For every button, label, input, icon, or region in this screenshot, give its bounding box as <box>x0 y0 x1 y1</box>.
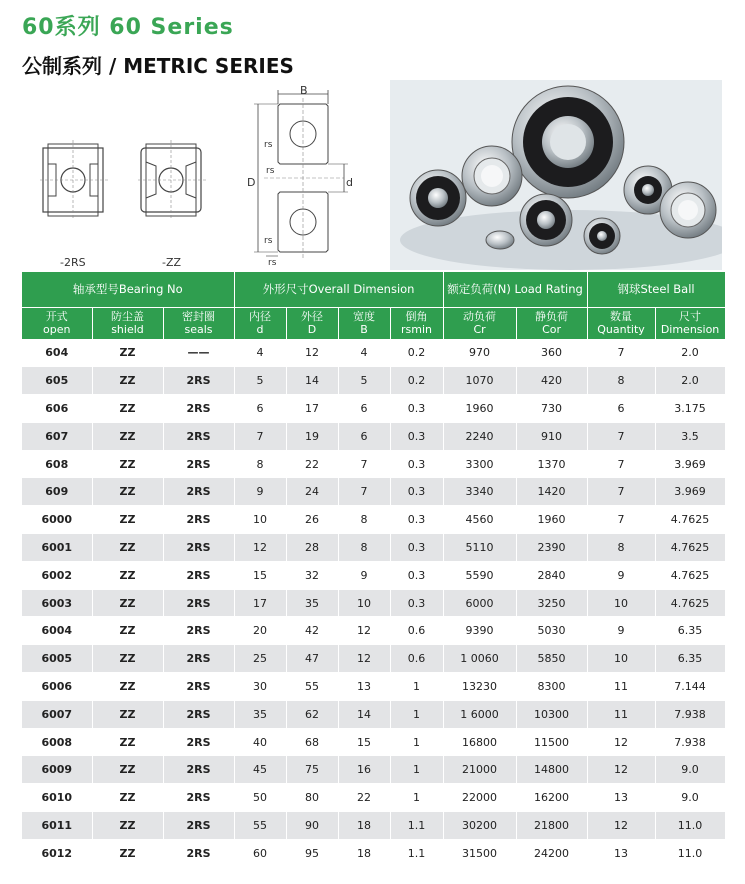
cell-shield: ZZ <box>92 422 163 450</box>
subheader-cn: 动负荷 <box>463 310 497 323</box>
dim-label-rs-1: rs <box>264 140 273 150</box>
cell-dynamic-load: 1960 <box>443 395 516 423</box>
bearing-2rs-diagram <box>40 140 110 220</box>
cell-seals: 2RS <box>163 478 234 506</box>
cell-chamfer: 0.3 <box>390 450 443 478</box>
header-bearing-no: 轴承型号Bearing No <box>22 272 234 307</box>
bearing-dimension-diagram <box>244 84 354 270</box>
cell-ball-dimension: 6.35 <box>655 645 725 673</box>
cell-static-load: 21800 <box>516 812 587 840</box>
cell-seals: 2RS <box>163 728 234 756</box>
subheader-en: Cr <box>473 323 486 336</box>
table-row <box>22 478 725 506</box>
table-row <box>22 812 725 840</box>
cell-outer-diameter: 12 <box>286 339 338 367</box>
cell-ball-quantity: 7 <box>587 506 655 534</box>
cell-outer-diameter: 22 <box>286 450 338 478</box>
table-row <box>22 534 725 562</box>
cell-open: 6001 <box>22 534 92 562</box>
cell-width: 18 <box>338 839 390 867</box>
cell-chamfer: 0.3 <box>390 478 443 506</box>
cell-chamfer: 0.3 <box>390 534 443 562</box>
subheader-cn: 内径 <box>249 310 272 323</box>
bearing-zz-diagram <box>138 140 208 220</box>
cell-width: 7 <box>338 450 390 478</box>
cell-inner-diameter: 5 <box>234 367 286 395</box>
cell-ball-quantity: 8 <box>587 534 655 562</box>
cell-width: 8 <box>338 534 390 562</box>
cell-dynamic-load: 1 6000 <box>443 700 516 728</box>
cell-inner-diameter: 60 <box>234 839 286 867</box>
dim-label-rs-4: rs <box>268 258 277 268</box>
cell-static-load: 1420 <box>516 478 587 506</box>
cell-static-load: 1370 <box>516 450 587 478</box>
subheader-en: Dimension <box>660 323 720 336</box>
table-row <box>22 450 725 478</box>
cell-open: 6004 <box>22 617 92 645</box>
cell-seals: 2RS <box>163 422 234 450</box>
subheader-dynamic-load <box>443 307 516 339</box>
cell-width: 18 <box>338 812 390 840</box>
cell-inner-diameter: 7 <box>234 422 286 450</box>
cell-width: 7 <box>338 478 390 506</box>
diagram-label-2rs: -2RS <box>60 256 86 269</box>
subheader-seals <box>163 307 234 339</box>
cell-chamfer: 0.3 <box>390 422 443 450</box>
cell-chamfer: 1 <box>390 673 443 701</box>
cell-shield: ZZ <box>92 534 163 562</box>
cell-shield: ZZ <box>92 784 163 812</box>
subheader-cn: 数量 <box>610 310 633 323</box>
subheader-en: Quantity <box>597 323 645 336</box>
cell-ball-quantity: 9 <box>587 561 655 589</box>
cell-static-load: 24200 <box>516 839 587 867</box>
cell-static-load: 5030 <box>516 617 587 645</box>
cell-static-load: 1960 <box>516 506 587 534</box>
dim-label-D: D <box>247 176 256 189</box>
cell-static-load: 8300 <box>516 673 587 701</box>
cell-shield: ZZ <box>92 589 163 617</box>
cell-open: 6012 <box>22 839 92 867</box>
cell-ball-dimension: 7.144 <box>655 673 725 701</box>
cell-chamfer: 0.2 <box>390 367 443 395</box>
bearing-specs-table <box>22 272 726 868</box>
cell-shield: ZZ <box>92 367 163 395</box>
cell-ball-quantity: 10 <box>587 589 655 617</box>
cell-ball-quantity: 11 <box>587 673 655 701</box>
subheader-cn: 密封圈 <box>182 310 216 323</box>
cell-chamfer: 0.3 <box>390 395 443 423</box>
table-row <box>22 422 725 450</box>
subheader-outer-diameter <box>286 307 338 339</box>
series-title: 60系列 60 Series <box>22 15 234 40</box>
cell-seals: 2RS <box>163 506 234 534</box>
cell-static-load: 10300 <box>516 700 587 728</box>
cell-width: 14 <box>338 700 390 728</box>
cell-shield: ZZ <box>92 756 163 784</box>
subheader-ball-quantity <box>587 307 655 339</box>
cell-width: 5 <box>338 367 390 395</box>
cell-dynamic-load: 6000 <box>443 589 516 617</box>
dim-label-B: B <box>300 84 308 97</box>
subheader-open <box>22 307 92 339</box>
cell-dynamic-load: 3300 <box>443 450 516 478</box>
cell-ball-quantity: 11 <box>587 700 655 728</box>
table-body <box>22 339 725 867</box>
cell-chamfer: 0.2 <box>390 339 443 367</box>
cell-open: 6005 <box>22 645 92 673</box>
header-overall-dimension: 外形尺寸Overall Dimension <box>234 272 443 307</box>
cell-width: 6 <box>338 395 390 423</box>
cell-dynamic-load: 2240 <box>443 422 516 450</box>
cell-chamfer: 0.3 <box>390 561 443 589</box>
cell-dynamic-load: 5110 <box>443 534 516 562</box>
cell-ball-quantity: 13 <box>587 839 655 867</box>
cell-inner-diameter: 15 <box>234 561 286 589</box>
cell-open: 6008 <box>22 728 92 756</box>
subheader-en: B <box>360 323 368 336</box>
cell-outer-diameter: 62 <box>286 700 338 728</box>
table-row <box>22 784 725 812</box>
subheader-chamfer <box>390 307 443 339</box>
cell-outer-diameter: 32 <box>286 561 338 589</box>
bearings-photo <box>390 80 722 270</box>
cell-dynamic-load: 4560 <box>443 506 516 534</box>
cell-ball-dimension: 7.938 <box>655 700 725 728</box>
subheader-ball-dimension <box>655 307 725 339</box>
cell-static-load: 910 <box>516 422 587 450</box>
cell-seals: 2RS <box>163 645 234 673</box>
cell-ball-quantity: 8 <box>587 367 655 395</box>
cell-chamfer: 1 <box>390 728 443 756</box>
cell-open: 609 <box>22 478 92 506</box>
dim-label-d: d <box>346 176 353 189</box>
cell-width: 12 <box>338 617 390 645</box>
dim-label-rs-3: rs <box>264 236 273 246</box>
cell-ball-dimension: 3.175 <box>655 395 725 423</box>
cell-seals: 2RS <box>163 839 234 867</box>
subheader-width <box>338 307 390 339</box>
cell-open: 6000 <box>22 506 92 534</box>
subheader-en: rsmin <box>401 323 433 336</box>
table-row <box>22 561 725 589</box>
diagram-label-zz: -ZZ <box>162 256 182 269</box>
table-row <box>22 839 725 867</box>
subheader-en: shield <box>111 323 144 336</box>
cell-ball-quantity: 12 <box>587 756 655 784</box>
cell-ball-dimension: 3.969 <box>655 478 725 506</box>
cell-ball-dimension: 3.969 <box>655 450 725 478</box>
cell-inner-diameter: 9 <box>234 478 286 506</box>
cell-ball-quantity: 9 <box>587 617 655 645</box>
cell-open: 607 <box>22 422 92 450</box>
cell-seals: 2RS <box>163 756 234 784</box>
cell-shield: ZZ <box>92 395 163 423</box>
cell-open: 605 <box>22 367 92 395</box>
cell-static-load: 3250 <box>516 589 587 617</box>
dim-label-rs-2: rs <box>266 166 275 176</box>
cell-shield: ZZ <box>92 645 163 673</box>
cell-static-load: 16200 <box>516 784 587 812</box>
cell-chamfer: 1 <box>390 756 443 784</box>
table-row <box>22 700 725 728</box>
cell-dynamic-load: 970 <box>443 339 516 367</box>
table-row <box>22 728 725 756</box>
cell-outer-diameter: 24 <box>286 478 338 506</box>
header-steel-ball: 钢球Steel Ball <box>587 272 725 307</box>
cell-ball-quantity: 7 <box>587 339 655 367</box>
cell-static-load: 730 <box>516 395 587 423</box>
metric-series-title: 公制系列 / METRIC SERIES <box>22 54 294 78</box>
cell-width: 22 <box>338 784 390 812</box>
cell-width: 12 <box>338 645 390 673</box>
cell-seals: 2RS <box>163 561 234 589</box>
cell-shield: ZZ <box>92 617 163 645</box>
cell-static-load: 360 <box>516 339 587 367</box>
cell-width: 8 <box>338 506 390 534</box>
table-row <box>22 367 725 395</box>
table-row <box>22 506 725 534</box>
cell-seals: 2RS <box>163 784 234 812</box>
cell-shield: ZZ <box>92 450 163 478</box>
cell-shield: ZZ <box>92 478 163 506</box>
cell-open: 6002 <box>22 561 92 589</box>
cell-ball-dimension: 3.5 <box>655 422 725 450</box>
cell-ball-dimension: 11.0 <box>655 839 725 867</box>
subheader-en: open <box>43 323 71 336</box>
subheader-shield <box>92 307 163 339</box>
cell-width: 16 <box>338 756 390 784</box>
cell-outer-diameter: 95 <box>286 839 338 867</box>
cell-dynamic-load: 9390 <box>443 617 516 645</box>
cell-ball-dimension: 2.0 <box>655 339 725 367</box>
table-row <box>22 589 725 617</box>
cell-ball-dimension: 9.0 <box>655 756 725 784</box>
cell-ball-dimension: 11.0 <box>655 812 725 840</box>
cell-outer-diameter: 42 <box>286 617 338 645</box>
cell-width: 15 <box>338 728 390 756</box>
cell-ball-dimension: 4.7625 <box>655 534 725 562</box>
cell-dynamic-load: 21000 <box>443 756 516 784</box>
table-row <box>22 339 725 367</box>
cell-dynamic-load: 5590 <box>443 561 516 589</box>
cell-shield: ZZ <box>92 673 163 701</box>
cell-outer-diameter: 17 <box>286 395 338 423</box>
cell-open: 606 <box>22 395 92 423</box>
cell-dynamic-load: 16800 <box>443 728 516 756</box>
cell-outer-diameter: 47 <box>286 645 338 673</box>
cell-open: 6007 <box>22 700 92 728</box>
cell-outer-diameter: 26 <box>286 506 338 534</box>
cell-static-load: 420 <box>516 367 587 395</box>
subheader-inner-diameter <box>234 307 286 339</box>
cell-outer-diameter: 75 <box>286 756 338 784</box>
cell-width: 6 <box>338 422 390 450</box>
table-row <box>22 673 725 701</box>
cell-ball-quantity: 10 <box>587 645 655 673</box>
cell-outer-diameter: 68 <box>286 728 338 756</box>
subheader-cn: 开式 <box>45 310 68 323</box>
cell-static-load: 2390 <box>516 534 587 562</box>
cell-outer-diameter: 90 <box>286 812 338 840</box>
subheader-cn: 防尘盖 <box>111 310 144 323</box>
cell-dynamic-load: 22000 <box>443 784 516 812</box>
cell-width: 13 <box>338 673 390 701</box>
cell-inner-diameter: 6 <box>234 395 286 423</box>
cell-shield: ZZ <box>92 700 163 728</box>
cell-outer-diameter: 19 <box>286 422 338 450</box>
cell-inner-diameter: 30 <box>234 673 286 701</box>
cell-inner-diameter: 35 <box>234 700 286 728</box>
cell-ball-dimension: 4.7625 <box>655 561 725 589</box>
cell-shield: ZZ <box>92 506 163 534</box>
cell-seals: 2RS <box>163 589 234 617</box>
cell-chamfer: 0.3 <box>390 506 443 534</box>
cell-seals: —— <box>163 339 234 367</box>
subheader-en: Cor <box>542 323 562 336</box>
subheader-cn: 尺寸 <box>679 310 702 323</box>
table-row <box>22 395 725 423</box>
cell-shield: ZZ <box>92 728 163 756</box>
cell-width: 4 <box>338 339 390 367</box>
subheader-en: D <box>307 323 317 336</box>
cell-ball-dimension: 4.7625 <box>655 506 725 534</box>
cell-outer-diameter: 80 <box>286 784 338 812</box>
cell-seals: 2RS <box>163 700 234 728</box>
cell-ball-dimension: 4.7625 <box>655 589 725 617</box>
cell-ball-quantity: 12 <box>587 812 655 840</box>
cell-open: 6006 <box>22 673 92 701</box>
cell-ball-dimension: 6.35 <box>655 617 725 645</box>
cell-shield: ZZ <box>92 812 163 840</box>
cell-ball-dimension: 2.0 <box>655 367 725 395</box>
cell-dynamic-load: 3340 <box>443 478 516 506</box>
cell-shield: ZZ <box>92 339 163 367</box>
cell-outer-diameter: 28 <box>286 534 338 562</box>
cell-seals: 2RS <box>163 617 234 645</box>
cell-inner-diameter: 10 <box>234 506 286 534</box>
cell-static-load: 2840 <box>516 561 587 589</box>
cell-inner-diameter: 17 <box>234 589 286 617</box>
cell-open: 608 <box>22 450 92 478</box>
cell-seals: 2RS <box>163 450 234 478</box>
cell-ball-quantity: 7 <box>587 422 655 450</box>
cell-open: 6010 <box>22 784 92 812</box>
cell-dynamic-load: 30200 <box>443 812 516 840</box>
cell-seals: 2RS <box>163 367 234 395</box>
subheader-en: seals <box>184 323 213 336</box>
subheader-cn: 外径 <box>301 310 324 323</box>
cell-dynamic-load: 31500 <box>443 839 516 867</box>
cell-chamfer: 0.6 <box>390 645 443 673</box>
cell-open: 6011 <box>22 812 92 840</box>
cell-open: 604 <box>22 339 92 367</box>
cell-seals: 2RS <box>163 534 234 562</box>
cell-dynamic-load: 13230 <box>443 673 516 701</box>
cell-chamfer: 1 <box>390 784 443 812</box>
table-row <box>22 756 725 784</box>
cell-chamfer: 0.6 <box>390 617 443 645</box>
cell-seals: 2RS <box>163 395 234 423</box>
cell-inner-diameter: 12 <box>234 534 286 562</box>
cell-open: 6003 <box>22 589 92 617</box>
cell-shield: ZZ <box>92 561 163 589</box>
table-row <box>22 645 725 673</box>
cell-seals: 2RS <box>163 673 234 701</box>
cell-width: 10 <box>338 589 390 617</box>
cell-static-load: 14800 <box>516 756 587 784</box>
cell-inner-diameter: 55 <box>234 812 286 840</box>
cell-dynamic-load: 1 0060 <box>443 645 516 673</box>
cell-ball-quantity: 6 <box>587 395 655 423</box>
cell-inner-diameter: 50 <box>234 784 286 812</box>
table-row <box>22 617 725 645</box>
subheader-cn: 宽度 <box>353 310 376 323</box>
cell-ball-quantity: 7 <box>587 450 655 478</box>
subheader-en: d <box>256 323 264 336</box>
cell-shield: ZZ <box>92 839 163 867</box>
sub-header-row <box>22 307 725 339</box>
cell-open: 6009 <box>22 756 92 784</box>
subheader-static-load <box>516 307 587 339</box>
cell-static-load: 11500 <box>516 728 587 756</box>
cell-dynamic-load: 1070 <box>443 367 516 395</box>
cell-chamfer: 1.1 <box>390 812 443 840</box>
cell-inner-diameter: 20 <box>234 617 286 645</box>
cell-seals: 2RS <box>163 812 234 840</box>
cell-chamfer: 0.3 <box>390 589 443 617</box>
cell-ball-quantity: 7 <box>587 478 655 506</box>
subheader-cn: 倒角 <box>405 310 428 323</box>
cell-inner-diameter: 8 <box>234 450 286 478</box>
subheader-cn: 静负荷 <box>535 310 569 323</box>
cell-ball-quantity: 13 <box>587 784 655 812</box>
cell-inner-diameter: 40 <box>234 728 286 756</box>
cell-outer-diameter: 35 <box>286 589 338 617</box>
cell-static-load: 5850 <box>516 645 587 673</box>
cell-outer-diameter: 14 <box>286 367 338 395</box>
cell-inner-diameter: 4 <box>234 339 286 367</box>
cell-ball-quantity: 12 <box>587 728 655 756</box>
cell-chamfer: 1.1 <box>390 839 443 867</box>
cell-inner-diameter: 25 <box>234 645 286 673</box>
cell-chamfer: 1 <box>390 700 443 728</box>
group-header-row <box>22 272 725 307</box>
cell-width: 9 <box>338 561 390 589</box>
header-load-rating: 额定负荷(N) Load Rating <box>443 272 587 307</box>
cell-outer-diameter: 55 <box>286 673 338 701</box>
cell-ball-dimension: 9.0 <box>655 784 725 812</box>
cell-ball-dimension: 7.938 <box>655 728 725 756</box>
cell-inner-diameter: 45 <box>234 756 286 784</box>
